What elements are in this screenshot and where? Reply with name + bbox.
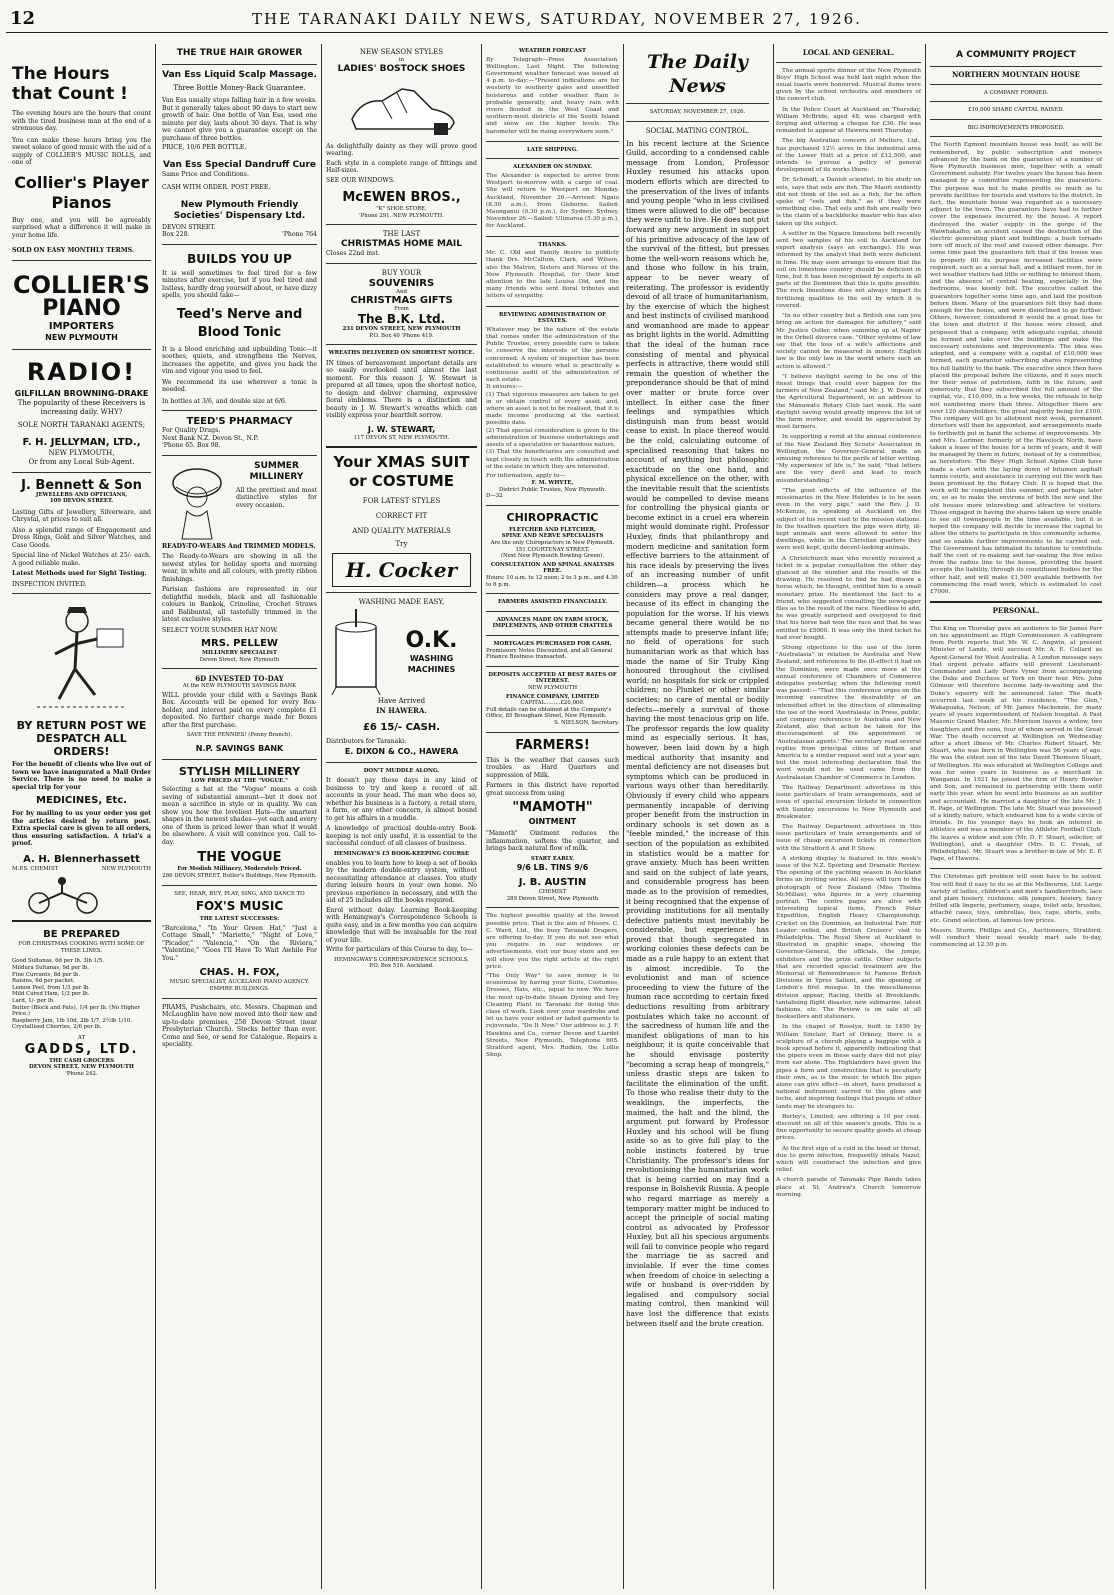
see-windows: SEE OUR WINDOWS.: [326, 176, 395, 184]
dandruff-sub: Same Price and Conditions.: [162, 170, 249, 178]
chas-sub: MUSIC SPECIALIST, AUCKLAND PIANO AGENCY.: [169, 979, 310, 986]
inspection: INSPECTION INVITED.: [12, 580, 87, 588]
bennett-sub: JEWELLERS AND OPTICIANS,: [35, 491, 128, 498]
weather-forecast: WEATHER FORECAST: [518, 48, 587, 54]
thanks-title: THANKS.: [538, 241, 567, 248]
prepared-title: BE PREPARED: [43, 929, 120, 941]
mamoth-body: "Mamoth" Ointment reduces the inflammation, softens the quarter, and brings back natural flow of milk.: [486, 830, 619, 853]
nielson: S. NIELSON, Secretary.: [554, 719, 619, 726]
column-6: [772, 44, 926, 1589]
muddle-body-2: A knowledge of practical double-entry Book-keeping is not only useful, it is essential to the successful conduct of all classes of business.: [326, 825, 477, 848]
invested-sub: At the NEW PLYMOUTH SAVINGS BANK: [182, 683, 297, 690]
forecast-body: By Telegraph—Press Association. Wellington, Last Night. The following Government weather forecast was issued at 4 p.m. to-day:—"Present indications are for westerly to southerly gales and unsettled boisterous and colder weather. Rain is probable generally, and heavy rain with rivers flooded in the West Coast and southern-most districts of the South Island and snow on the higher levels. The barometer will be rising everywhere soon.": [486, 56, 619, 135]
bk-address: 231 DEVON STREET, NEW PLYMOUTH: [342, 325, 461, 332]
info-apply: For information, apply to—: [486, 472, 566, 479]
latest-list: "Barcelona," "In Your Green Hat," "Just a Cottage Small," "Mariette," "Night of Love," "Picador," "Valencia," "On the Riviera," "Valentine," "Goes I'll Have To Wait Awhile For You.": [162, 924, 317, 962]
local-paragraph: "I believe daylight saving to be one of the finest things that could ever happen for the farmers of New Zealand," said Mr. J. W. Deem of the Agricultural Department, in an address to the Manawatu Rotary Club last week. He said daylight saving would greatly improve the lot of the farm worker, and would be appreciated by most farmers.: [776, 373, 921, 431]
consultation: CONSULTATION AND SPINAL ANALYSIS FREE.: [490, 561, 615, 575]
tins-price: 9/6 LB. TINS 9/6: [516, 863, 589, 873]
the-last: THE LAST: [382, 230, 421, 239]
muddle-body: It doesn't pay these days in any kind of business to try and keep a record of all accounts in your head. The man who does so, whether his business is a factory, a retail store, a farm, or any other concern, is almost bound to get his affairs in a muddle.: [326, 777, 477, 822]
prepared-sub: FOR CHRISTMAS COOKING WITH SOME OF THESE LINES.: [18, 941, 145, 954]
souvenirs: SOUVENIRS: [368, 277, 435, 289]
messenger-boy-illustration: [27, 599, 137, 719]
np-savings-bank: N.P. SAVINGS BANK: [195, 743, 284, 753]
local-general: LOCAL AND GENERAL.: [802, 48, 895, 57]
personal-heading: PERSONAL.: [992, 606, 1040, 616]
mortgages: MORTGAGES PURCHASED FOR CASH.: [493, 641, 612, 648]
finance-company: FINANCE COMPANY, LIMITED: [506, 693, 599, 700]
in-hawera: IN HAWERA.: [376, 706, 427, 716]
hemingway-body: enables you to learn how to keep a set of books by the modern double-entry system, without necessitating attendance at classes. You study during leisure hours in your own home. No previous experience in necessary, and with the aid of 25 includes all the books required.: [326, 859, 477, 905]
masthead: [6, 6, 1108, 33]
rtw-body: The Ready-to-Wears are showing in all the newest styles for holiday sports and morning wear, in white and all colours, with pretty ribbon finishings.: [162, 553, 317, 583]
local-paragraph: In supporting a remit at the annual conference of the New Zealand Boy Scouts' Association in Wellington, the Governor-General made an amusing reference to the perils of letter writing. "My experience of life is," he said, "that letters are the very devil and lead to much misunderstanding.": [776, 434, 921, 484]
xmas-suit: Your XMAS SUIT or COSTUME: [333, 453, 470, 491]
reviewing-title: REVIEWING ADMINISTRATION OF ESTATES.: [498, 311, 606, 325]
ok-title: O.K.: [405, 628, 458, 654]
summer-millinery: SUMMER MILLINERY: [249, 460, 304, 482]
local-paragraph: A striking display is featured in this week's issue of the N.Z. Sporting and Dramatic Review. The opening of the yachting season in Auckland forms an inviting series. All eyes will turn to the photograph of New Zealand (Miss Thelma McMillan), who figures in a very charming portrait. The centre pages are alive with interesting topical items, French Polar Expedition, English Heavy Championship, Cricket on the Dominion, an Industrial Fair, Riff Leader exiled, and British Cruisers' visit to Philadelphia. The Royal Show at Auckland is illustrated in graphic snaps, showing the Governor-General, the officials, the jumps, exhibitors and the prize cattle. Other subjects that are recorded special treatment are the Memorial of Remembrance to Famous British Divisions in Ypres Salient, and the opening of London's first mosque. In the miscellaneous division appear, Racing, thrills at Brooklands, tantalising flight disaster, new submarine, latest fashions, etc. The Review is on sale at all booksellers and stationers.: [776, 855, 921, 1021]
latest-successes: THE LATEST SUCCESSES:: [199, 916, 280, 923]
local-paragraph: Dr. Schmidt, a Danish scientist, in his study on eels, says that eels are fish. The Maori evidently did not think of the eel as a fish, for he often spoke of "eels and fish," as if they were something else. That eels and fish are really two is the claim of a backblocks master who has also taken up the subject.: [776, 177, 921, 227]
builds-you-up: BUILDS YOU UP: [187, 251, 292, 266]
prepared-item: Raspberry Jam, 1lb 10d, 2lb 1/7, 2½lb 1/10.: [12, 1017, 132, 1024]
prepared-item: Mildura Sultanas, 9d per lb.: [12, 965, 89, 972]
bennett-title: J. Bennett & Son: [21, 477, 142, 493]
local-paragraph: The big Australian concern of Metters, Ltd., has purchased 12½ acres in the industrial area of the Lower Hutt at a price of £12,500, and intends to pursue a policy of general development of its works there.: [776, 138, 921, 174]
save-pennies: SAVE THE PENNIES! (Penny Branch).: [186, 732, 293, 739]
friendly-address: DEVON STREET.: [162, 223, 216, 231]
masthead-title: THE TARANAKI DAILY NEWS, SATURDAY, NOVEMBER 27, 1926.: [252, 10, 862, 28]
chiropractic: CHIROPRACTIC: [506, 510, 599, 524]
piano-word: PIANO: [42, 295, 121, 321]
column-2: [158, 44, 322, 1589]
hemingway-box: P.O. Box 516. Auckland.: [369, 963, 434, 970]
improvements: BIG IMPROVEMENTS PROPOSED.: [967, 124, 1065, 131]
washing-machines: WASHING MACHINES: [407, 654, 456, 675]
k-shoe-store: "K" SHOE STORE,: [376, 206, 427, 213]
washing-easy: WASHING MADE EASY,: [358, 598, 445, 607]
closes: Closes 22nd inst.: [326, 250, 380, 258]
latest-styles: FOR LATEST STYLES: [362, 497, 441, 506]
finance-capital: CAPITAL.........£20,000.: [520, 700, 585, 707]
importers: IMPORTERS: [48, 320, 115, 332]
chemist-name: A. H. Blennerhassett: [23, 853, 140, 865]
medicines: MEDICINES, Etc.: [36, 795, 127, 807]
local-paragraph: The annual sports dinner of the New Plymouth Boys' High School was held last night when the usual toasts were honoured. Musical items were given by the school orchestra and members of the concert club.: [776, 67, 921, 103]
teds-pharmacy: TEED'S PHARMACY: [186, 416, 293, 427]
christmas-mail: CHRISTMAS HOME MAIL: [341, 239, 462, 250]
return-body: For the benefit of clients who live out of town we have inaugurated a Mail Order Service. There is no need to make a special trip for your: [12, 761, 151, 791]
chemist-sub: M.P.S. CHEMIST: [12, 865, 59, 872]
local-paragraph: In the chapel of Rosslyn, built in 1450 by William Sinclair, Earl of Orkney, there is a sculpture of a cherub playing a bagpipe with a book spread before it, apparently indicating that the pipers even in these early days did not play from ear alone. The Highlanders have given the pipes a form and construction that is peculiarly their own, as is the music to which the pipes alone can give effect—in short, have produced a national instrument sacred to the glens and lochs, and inspiring feelings that people of other lands may be strangers to.: [776, 1024, 921, 1110]
promissory: Promissory Notes Discounted, and all General Finance Business transacted.: [486, 647, 613, 661]
fletcher-address-2: (Next New Plymouth Bowling Green).: [500, 553, 605, 560]
local-paragraph: "In no other country but a British one can you bring an action for damages for adultery," said Mr. Justice Ostler, when summing up at Napier in the Orbell divorce case. "Other systems of law say that the loss of a wife's affections and society cannot be measured in money. English law is the only law in the world where such an action is allowed.": [776, 313, 921, 370]
pellew-sub: MILLINERY SPECIALIST: [202, 650, 277, 656]
shipping-body: The Alexander is expected to arrive from Westport to-morrow with a cargo of coal. She will return to Westport on Monday. Auckland, November 26.—Arrived: Ngaio (8.30 a.m.), from Gisborne. Sailed: Maunganui (9.30 p.m.), for Sydney. Sydney, November 26.—Sailed: Ulimaroa (5.30 p.m.), for Auckland.: [486, 173, 619, 230]
from-word: From: [394, 306, 409, 313]
lady-hat-illustration: [162, 461, 232, 541]
quality-materials: AND QUALITY MATERIALS: [352, 527, 451, 536]
prepared-item: Raisins, 6d per packet.: [12, 978, 75, 985]
deposits: DEPOSITS ACCEPTED AT BEST RATES OF INTEREST.: [488, 671, 617, 685]
prepared-item: Good Sultanas, 6d per lb. 3lb 1/5.: [12, 958, 104, 965]
mamoth: "MAMOTH": [512, 800, 593, 816]
whyte-sub: District Public Trustee, New Plymouth.: [498, 486, 607, 493]
at-word: AT: [77, 1035, 86, 1041]
local-paragraph: Strong objections to the use of the term "Australasia" in relation to Australia and New Zealand, and references to the ill-effect it had on the Dominion, were made once more at the annual conference of Chambers of Commerce delegates yesterday, when the following remit was passed:—"That this conference urges on the incoming executive the desirability of an intensified effort in the direction of eliminating the use of the word 'Australasia' in Press, public, and company references to Australia and New Zealand, also that action be taken for the discouragement of the appointment of 'Australasian agents.' The secretary read several replies from principal cities of Britain and America to a similar request sent out a year ago, but the most interesting declaration that the word would not be used came from the Australasian Chamber of Commerce in London.: [776, 645, 921, 781]
each-style: Each style in a complete range of fittings and Half-sizes.: [326, 159, 477, 175]
rtw-body-2: Parisian fashions are represented in our delightful models, black and all fashionable colours in Bankok, Crinoline, Crochet Straws and Balibuntal, all tastefully trimmed in the latest exclusive styles.: [162, 586, 317, 623]
cyclist-illustration: [17, 875, 147, 915]
stylish-body: Selecting a hat at the "Vogue" means a cosh saving of substantial amount—but it does not mean a sacrifice in style or in quality. We can show you how the loveliest Hats—the smartest shapes in the newest shades—yet each and every one of them is priced lower than what it would be elsewhere. A visit will convince you. Call to-day.: [162, 786, 317, 846]
fletcher-sub: SPINE AND NERVE SPECIALISTS: [501, 533, 604, 540]
editorial-date: SATURDAY, NOVEMBER 27, 1926.: [649, 109, 746, 115]
fletcher-address: 151 COURTENAY STREET.: [515, 546, 590, 553]
washing-machine-illustration: [326, 607, 386, 697]
prepared-list: [12, 958, 151, 1031]
alexander-sunday: ALEXANDER ON SUNDAY.: [513, 164, 592, 171]
distributors: Distributors for Taranaki:: [326, 738, 407, 746]
prepared-item: Mild Cured Ham, 1/3 per lb.: [12, 991, 90, 998]
farmers-assisted: FARMERS ASSISTED FINANCIALLY.: [497, 599, 608, 606]
ensure-2: (2) That special consideration is given to the administration of business undertakings and assets of a speculative or hazardous nature.: [486, 427, 619, 449]
return-post: BY RETURN POST WE DESPATCH ALL ORDERS!: [16, 719, 147, 759]
dandruff-title: Van Ess Special Dandruff Cure: [162, 159, 317, 170]
mcewen-phone: 'Phone 291. NEW PLYMOUTH.: [359, 212, 444, 219]
ointment: OINTMENT: [528, 817, 577, 827]
ensure-1: (1) That vigorous measures are taken to get in or obtain control of every asset, and, where an asset is not to be realised, that it is made income producing at the earliest possible date.: [486, 391, 619, 427]
editorial-headline: SOCIAL MATING CONTROL.: [645, 126, 750, 135]
chas-address: EMPIRE BUILDINGS.: [209, 985, 270, 992]
local-paragraph: In the Police Court at Auckland on Thursday, William McBride, aged 48, was charged with forging and uttering a cheque for £36. He was remanded to appear at Hawera next Thursday.: [776, 106, 921, 135]
ok-price: £6 15/- CASH.: [362, 722, 441, 734]
austin-sub: CHEMIST: [538, 889, 567, 896]
finance-particulars: Full details can be obtained at the Company's Office, 85 Brougham Street, New Plymouth.: [486, 706, 612, 720]
reviewing-body: Whatever may be the nature of the estate that comes under the administration of the Public Trustee, every possible care is taken to conserve the interests of the persons concerned. A system of inspection has been established to ensure what is practically a continuous audit of the administration of each estate.: [486, 326, 619, 384]
column-4: [482, 44, 624, 1589]
bk-box: P.O. Box 40 'Phone 419.: [369, 332, 434, 339]
medicines-body: For by mailing to us your order you get the articles desired by return post. Extra special care is given to all orders, thus ensuring satisfaction. A trial's a proof.: [12, 810, 151, 848]
jellyman-location: NEW PLYMOUTH,: [48, 448, 115, 457]
guarantee: Three Bottle Money-Back Guarantee.: [173, 84, 306, 92]
friendly-societies: New Plymouth Friendly Societies' Dispensary Ltd.: [173, 199, 306, 221]
terms: SOLD ON EASY MONTHLY TERMS.: [12, 247, 135, 254]
cash-with-order: CASH WITH ORDER. POST FREE.: [162, 184, 271, 191]
farmers-body: This is the weather that causes such troubles as Hard Quarters and suppression of Milk.: [486, 756, 619, 779]
sub-agent: Or from any Local Sub-Agent.: [28, 457, 135, 466]
invested-body: WILL provide your child with a Savings Bank Box. Accounts will be opened for every Box-holder, and interest paid on every complete £1 deposited. No further charge made for Boxes after the first purchase.: [162, 691, 317, 729]
dixon-co: E. DIXON & CO., HAWERA: [344, 746, 459, 756]
deposits-location: NEW PLYMOUTH: [527, 684, 578, 691]
have-arrived: Have Arrived: [377, 697, 426, 706]
invested-title: 6D INVESTED TO-DAY: [195, 674, 284, 684]
try-word: Try: [395, 540, 408, 549]
hemingway-schools: HEMINGWAY'S CORRESPONDENCE SCHOOLS,: [334, 956, 469, 963]
the-vogue: THE VOGUE: [197, 850, 282, 866]
column-1: [8, 44, 156, 1589]
teds-body: It is a blood enriching and upbuilding Tonic—it soothes, quiets, and strengthens the Nerves, increases the appetite, and gives you back the vim and vigour you used to feel.: [162, 345, 317, 375]
sole-agents: SOLE NORTH TARANAKI AGENTS;: [17, 420, 146, 429]
hours-body-2: You can make these hours bring you the sweet solace of good music with the aid of a supply of COLLIER'S MUSIC ROLLS, and one of: [12, 136, 151, 166]
bennett-body-3: Special line of Nickel Watches at 25/- each. A good reliable make.: [12, 552, 151, 567]
player-title: Collier's Player Pianos: [14, 172, 149, 212]
radio-body: The popularity of these Receivers is increasing daily. WHY?: [17, 398, 146, 416]
column-5: [622, 44, 774, 1589]
local-paragraph: A Christchurch man who recently received a ticket in a popular consultation the other day glanced at the number and the results of the drawing. He resolved to find he had drawn a horse which, he thought, entitled him to a small monetary prize. He mentioned the fact to a friend, who suggested consulting the newspaper files as to the result of the race. Needless to add, he was greatly surprised and overjoyed to find that his horse had won the race and that he was entitled to £5000. It was only the third ticket he had ever bought.: [776, 555, 921, 641]
hours-body: The evening hours are the hours that count with the tired business man at the end of a strenuous day.: [12, 110, 151, 132]
farmers-title: FARMERS!: [515, 737, 590, 753]
whyte-ref: D—32: [486, 493, 503, 500]
local-paragraph: "The good effects of the influence of the missionaries in the New Hebrides is to be seen even in the very pigs," said the Rev. J. D. McKenzie, in speaking at Auckland on the subject of his recent visit to the mission stations. In the heathen quarters the pigs were dirty, ill-kept animals and were allowed to enter the dwellings, while in the Christian quarters they were well kept, quite decent-looking animals.: [776, 487, 921, 552]
cocker-logo: [332, 553, 471, 587]
prepared-item: Crystallised Cherries, 2/6 per lb.: [12, 1024, 102, 1031]
start-early: START EARLY.: [530, 855, 575, 862]
foxs-music: FOX'S MUSIC: [195, 899, 284, 914]
pellew-address: Devon Street, New Plymouth: [199, 656, 280, 663]
ward-notice: The highest possible quality at the lowest possible price. That is the aim of Messrs. C. C. Ward, Ltd., the busy Taranaki Drapers, are offering to-day. If you do not see what you require in our windows or advertisements, visit our busy store and we will show you the right article at the right price.: [486, 913, 619, 970]
prepared-item: Lemon Peel, from 1/3 per lb.: [12, 984, 91, 991]
hemingway-course: HEMINGWAY'S £5 BOOK-KEEPING COURSE: [333, 850, 470, 857]
wreaths-body: IN times of bereavement important details are so easily overlooked until almost the last moment. For this reason J. W. Stewart is prepared at all times, upon the shortest notice, to design and deliver charming, expressive floral emblems. There is a distinction and beauty in J. W. Stewart's wreaths which can visibly express your heartfelt sorrow.: [326, 359, 477, 420]
ensures: It ensures:—: [486, 384, 524, 391]
radio-title: RADIO!: [26, 357, 137, 386]
chas-fox: CHAS. H. FOX,: [199, 967, 280, 979]
northern-house: NORTHERN MOUNTAIN HOUSE: [952, 70, 1080, 79]
bk-ltd: The B.K. Ltd.: [357, 311, 446, 326]
player-body: Buy one, and you will be agreeably surprised what a difference it will make in your home life.: [12, 216, 151, 239]
cocker-name: H. Cocker: [345, 558, 458, 583]
austin-address: 289 Devon Street, New Plymouth: [506, 895, 599, 902]
capital-raised: £10,000 SHARE CAPITAL RAISED.: [968, 107, 1064, 114]
prams-notice: PRAMS, Pushchairs, etc. Messrs. Chapman and McLaughlin have now moved into their new and up-to-date premises, 258 Devon Street (near Presbyterian Church). Stocks better than ever. Come and See, or send for Catalogue. Repairs a speciality.: [162, 1003, 317, 1049]
see-hear: SEE, HEAR, BUY, PLAY, SING, AND DANCE TO: [174, 890, 305, 897]
buy-your: BUY YOUR: [381, 268, 422, 277]
christmas-gift-notice: The Christmas gift problem will soon have to be solved. You will find it easy to do so at the Melbourne, Ltd. Large variety of ladies, children's and men's handkerchiefs, lace and plain hosiery, cushions, silk jumpers, hosiery, fancy frilled silk lingerie, perfumery, soaps, toilet sets, brushes, attaché cases, toys, umbrellas, ties, caps, shirts, suits, etc. Grand selection, at famous low prices.: [930, 874, 1102, 924]
select-hat: SELECT YOUR SUMMER HAT NOW.: [162, 626, 278, 634]
whyte-name: F. M. WHYTE,: [531, 480, 574, 487]
local-paragraph: The Railway Department advertises in this issue particulars of train arrangements and of issue of cheap excursion tickets in connection with the Stratford A. and P. Show.: [776, 823, 921, 852]
colliers-location: NEW PLYMOUTH: [45, 332, 118, 342]
bennett-body-4: Latest Methods used for Sight Testing.: [12, 570, 147, 578]
editorial-body: In his recent lecture at the Science Guild, according to a condensed cable message from London, Professor Huxley resumed his attacks upon modern efforts which are directed to the preservation of the lives of infants and young people "who in less civilised times were allowed to die off" because they were unfit to live. He does not put forward any new argument in support of his primitive advocacy of the law of the survival of the fittest, but presses home the well-worn reasons which he, and those who follow in his train, appear to be never weary of reiterating. The professor is evidently devoid of all trace of humanitarianism, by the exercise of which the highest and best instincts of civilised manhood and womanhood are made to appear as bright lights in the world. Admitting that the ideal of the human race consisting of mental and physical perfects is attractive, there would still remain the question of whether the preponderance should be that of mind over matter or brute force over intellect. In either case the finer feelings and sympathies which distinguish man from beast would cease to exist. In place thereof would be the cold, calculating outcome of specialised reasoning that takes no account of anything but philosophic exactitude on the one hand, and physical excellence on the other, with the inevitable result that the scientists would be compelled to devise means for controlling the physical giants or become extinct in a cruel era wherein might would dominate right. Professor Huxley, finds that philanthropy and modern medicine and sanitation form effective barriers to the attainment of his race ideals by preserving the lives of an increasing number of unfit children—a process which he considers may prove a real danger, because of its effect in changing the population for the worse. If his views became general there would be no attempts made to preserve infant life; no field of operations for such humanitarian work as that which has made the name of Sir Truby King honoured throughout the civilised world; no hospitals for sick or crippled children; no Plunket or other similar societies; no care of mental or bodily defects—merely a survival of those having the most tenacious grip on life. The professor regards the low quality mind as especially serious. It has, however, been laid down by a high medical authority that insanity and mental deficiency are not diseases but symptoms which can be produced in various ways other than hereditarily. Obviously if every child who appears permanently incapable of deriving proper benefit from the instruction in ordinary schools is set down as a "feeble minded," the increase of this section of the population as exhibited in statistics would be a matter for grave anxiety. Much has been written and said on the subject of late years, and considerable progress has been made as to the provision of remedies, it being recognised that the expense of providing institutions for all mentally defective patients must inevitably be considerable, but experience has proved that though segregated in working colonies these defects can be made as a rule happy to an extent that is almost incredible. To the evolutionist and man of science proceeding to view the future of the human race according to certain fixed deductions resulting from arbitrary postulates which take no account of the sacredness of human life and the manifest obligations of man to his neighbour, it is quite conceivable that he should envisage posterity "becoming a scrap heap of mongrels," unless drastic steps are taken to facilitate the elimination of the unfit. To those who realise their duty to the weaklings, the imperfects, the maimed, the halt and the blind, the argument put forward by Professor Huxley and his school will be flung aside so as to give full play to the noble instincts fostered by true Christianity. The professor's ideas for revolutionising the humanitarian work that is being carried on may find a response in Bolshevik Russia. A people who regard marriage as merely a temporary matter might be induced to accept the principle of social mating control as advocated by Professor Huxley, but all his specious arguments will fail to convince people who regard the marriage tie as sacred and inviolable. If ever the time comes when freedom of choice in selecting a wife or husband is over-ridden by legalised and compulsory social mating control, then mankind will have lost the difference that exists between itself and the brute creation.: [626, 138, 769, 1328]
jw-stewart: J. W. STEWART,: [367, 424, 436, 434]
builds-body: It is well sometimes to feel tired for a few minutes after exercise, but if you feel tired and listless, hardly drag yourself about, or have dizzy spells, you should take—: [162, 269, 317, 299]
prepared-item: Fine Currants, 8d per lb.: [12, 971, 81, 978]
van-ess-price: PRICE, 10/6 PER BOTTLE.: [162, 144, 247, 151]
teds-tonic: Teed's Nerve and Blood Tonic: [176, 306, 303, 340]
chiro-hours: Hours: 10 a.m. to 12 noon; 2 to 3 p.m., and 4.30 to 6 p.m.: [486, 575, 618, 588]
gadds-sub: THE CASH GROCERS: [49, 1057, 114, 1064]
christmas-gifts: CHRISTMAS GIFTS: [350, 295, 453, 307]
community-project: A COMMUNITY PROJECT: [956, 50, 1076, 60]
bennett-body-1: Lasting Gifts of Jewellery, Silverware, and Chrystal, at prices to suit all.: [12, 508, 151, 524]
column-3: [322, 44, 482, 1589]
fletcher: FLETCHER AND FLETCHER,: [509, 526, 596, 533]
prepared-item: Butter (Block and Pats), 1/4 per lb. (No Higher Price.): [12, 1004, 141, 1018]
gadds-address: DEVON STREET, NEW PLYMOUTH: [29, 1064, 134, 1071]
new-season-styles: NEW SEASON STYLES: [359, 48, 444, 56]
bennett-address: 109 DEVON STREET.: [49, 498, 114, 505]
gadds-phone: 'Phone 242.: [65, 1070, 98, 1077]
gilfillan: GILFILLAN BROWNING-DRAKE: [14, 388, 149, 398]
friendly-box: Box 228.: [162, 231, 190, 238]
stylish-millinery: STYLISH MILLINERY: [178, 764, 301, 778]
pharmacy-address: Next Bank N.Z. Devon St., N.P.: [162, 434, 259, 442]
prepared-item: Lard, 1/- per lb.: [12, 998, 55, 1005]
hours-title: The Hours that Count !: [12, 64, 128, 104]
local-paragraphs: [776, 68, 921, 1175]
hemingway-body-3: Write for particulars of this Course to day, to—: [326, 946, 473, 954]
and-word: And: [396, 288, 407, 295]
shoe-illustration: [342, 79, 462, 139]
hair-grower: THE TRUE HAIR GROWER: [176, 48, 303, 58]
colliers-logo: COLLIER'S: [12, 270, 151, 299]
local-paragraph: A settler in the Ngaere limestone belt recently sent two samples of his soil to Auckland for expert analysis (says an exchange). He was informed by the analyst that both were deficient in lime. He may soon arrange to ensure that the soil on limestone country should be deficient in lime, but it has been recognised by experts in all parts of the Dominion that this is quite possible. The rock limestone does not always impart its fertilising qualities to the soil by which it is covered.: [776, 230, 921, 309]
stylish-sub: LOW PRICED AT THE "VOGUE.": [191, 777, 288, 784]
sturm-notice: Messrs. Sturm, Phillips and Co., Auctioneers, Stratford, will conduct their usual weekly mart sale to-day, commencing at 12.30 p.m.: [930, 927, 1102, 949]
mcewen-bros: McEWEN BROS.,: [342, 190, 461, 206]
stewart-address: 117 DEVON ST, NEW PLYMOUTH.: [353, 434, 450, 441]
pharmacy-sub: For Quality Drugs.: [162, 427, 221, 434]
bostock-shoes: LADIES' BOSTOCK SHOES: [337, 63, 466, 74]
company-formed: A COMPANY FORMED.: [983, 89, 1049, 96]
daily-news-masthead: The Daily News: [647, 51, 748, 97]
van-ess-body: Van Ess usually stops falling hair in a few weeks. But it generally takes about 90 days to start new growth of hair. One bottle of Van Ess, used one minute per day, lasts about 30 days. That is why we cannot give you a guarantee except on the purchase of three bottles.: [162, 97, 317, 142]
teds-bottles: In bottles at 3/6, and double size at 6/6.: [162, 397, 287, 405]
community-body: The North Egmont mountain house was built, as will be remembered, by public subscription and moneys advanced by the bank on the guarantee of a number of New Plymouth business men, together with a small Government subsidy. For twelve years the house has been managed by a committee representing the guarantors. The purpose was not to make profits so much as to provide facilities for tourists and visitors to the district. In fact, the mountain house was regarded as a necessary adjunct to the town. The guarantors have had to further cover the expenses incurred by the house. A report destroyed the water supply in the gorge of the Waiwhakaiho; an accident caused the destruction of the electric generating plant and buildings; a bush tornado tore off much of the roof and caused other damage. For some time past the guarantors felt that if the house was to properly fill its purpose increased facilities were required, such as a social hall, and a billiard room, for in wet weather visitors had little or nothing to interest them, and the absence of central heating, especially in the bedrooms, was keenly felt. The executive called the guarantors together some time ago, and laid the position before them. Many of the guarantors felt they had done enough for the house, and were disinclined to go further. Others, however, considered it would be a great loss to the town and district if the house were closed, and proposed that a company, with adequate capital, should be formed and take over the buildings and make the necessary extensions and improvements. The idea was adopted, and a company with a capital of £10,000 was formed, each guarantor subscribing shares representing his full liability to the bank. The executive since then have placed the proposal before the citizens, and it says much for their sense of patriotism, faith in the future, and generosity that they subscribed the full amount of the capital, viz., £10,000, in a few weeks, the refusals to help not numbering more than three. Altogether there are over 120 shareholders, the great majority being for £100. The company will go to allotment next week, permanent directors will then be appointed, and arrangements made to forthwith put in hand the scheme of improvements. Mr. and Mrs. Lorimer, formerly of the Havelock North, have taken a lease of the house for a term of years, and it will be managed by them in future, instead of by a committee, as heretofore. The Boys' High School Alpine Club have made a start with the laying down of bitumen asphalt tennis courts, and assistance in carrying out the work has been promised by the Rotary Club. It is hoped that the work will be completed this summer, and perhaps later on, so as to make the environs of both the new and the old houses more interesting and attractive to visitors. Those engaged in having the shares taken up were unable to see all townspeople in the time available, but it is hoped the company will decide to increase the capital to allow the others to participate in this community scheme, and so enable further improvements to be carried out. The Government has intimated its intention to contribute half the cost of re-making and tar-sealing the five miles from the radius line to the house, providing the board accepts the liability, through its constituent bodies for the other half, and will make £1,500 available forthwith for commencing the road work, which is estimated to cost £7000.: [930, 142, 1102, 595]
dainty-text: As delightfully dainty as they will prove good wearing.: [326, 142, 477, 158]
advances: ADVANCES MADE ON FARM STOCK, IMPLEMENTS, AND OTHER CHATTELS: [492, 616, 613, 630]
teds-body-2: We recommend its use wherever a tonic is needed.: [162, 378, 317, 393]
personal-body: The King on Thursday gave an audience to Sir James Parr on his appointment as High Commissioner. A cablegram from Perth reports that Mr. W. C. Angwin, at present Minister of Lands, will succeed Mr. A. E. Collard as Agent-General for West Australia. A London message says that urgent private affairs will prevent Lieutenant-Commander and Lady Doris Vyner from accompanying the Duke and Duchess of York on their tour. Mrs. John Gilmour will therefore become lady-in-waiting and the Duke's equerry will be announced later. The death occurred last week at his residence, "The Glen," Wakapuaka, Nelson, of Mr. James Mackenzie, for many years of years superintendent of Nelson hospital. A Past Masonic Grand Master, Mr. Morrison leaves a widow, two daughters and five sons, four of whom served in the Great War. The death occurred at Wellington on Wednesday after a short illness of Mr. Charles Robert Stuart. Mr. Stuart, who was born in Wellington was 56 years of age. He was the eldest son of the late David Thomson Stuart, of Wellington. He was educated at Wellington College and was for some years in business as a merchant in Wanganui. In 1921 he joined the firm of Henry Bowler and Son, and remained in partnership with them until early this year, when he went into business as an auditor and accountant. He married a daughter of the late Mr. J. R. Page, of Wellington. The late Mr. Stuart was possessed of a kindly nature, which endeared him to a wide circle of friends. In his younger days he took an interest in athletics and was a member of the Athletic Football Club. He leaves a widow and son (Mr. D. F. Stuart, solicitor, of Wellington), and a daughter (Mrs. D. C. Freak, of Philadelphia). Mr. Stuart was a brother-in-law of Mr. E. P. Page, of Hawera.: [930, 625, 1102, 863]
pipe-bands: A church parade of Taranaki Pipe Bands takes place at St. Andrew's Church tomorrow morning.: [776, 1177, 921, 1198]
local-paragraph: Berley's, Limited, are offering a 10 per cent. discount on all of this season's goods. This is a fine opportunity to secure quality goods at cheap prices.: [776, 1113, 921, 1142]
van-ess-title: Van Ess Liquid Scalp Massage.: [162, 70, 317, 80]
fletcher-body: Are the only Chiropractors in New Plymouth.: [490, 540, 615, 547]
farmers-body-2: Farmers in this district have reported great success from using: [486, 782, 619, 797]
late-shipping: LATE SHIPPING.: [526, 146, 579, 153]
summer-body: All the prettiest and most distinctive styles for every occasion.: [236, 486, 317, 509]
chemist-location: NEW PLYMOUTH: [101, 865, 151, 872]
friendly-phone: 'Phone 764: [282, 231, 317, 238]
hawkins-notice: "The Only Way" to save money is to economise by having your Suits, Costumes, Dresses, Hats, etc., equal to new. We have the most up-to-date Steam Dyeing and Dry Cleaning Plant in Taranaki for doing this class of work. Look over your wardrobe and let us have your soiled or faded garments to rejuvenate. "Do It Now." Our address is: J. F. Hawkins and Co., corner Devon and Liardet Streets, New Plymouth. Telephone 605. Stratford agent, Mrs. Rudkin, the Lollie Shop.: [486, 972, 619, 1059]
vogue-sub: For Modish Millinery, Moderately Priced.: [177, 866, 302, 873]
hemingway-body-2: Enrol without delay. Learning Book-keeping with Hemingway's Correspondence Schools is quite easy, and in a few months you can acquire knowledge that will be invaluable for the rest of your life.: [326, 906, 477, 944]
gadds-title: GADDS, LTD.: [24, 1041, 139, 1057]
in-word: in: [398, 57, 405, 63]
jellyman: F. H. JELLYMAN, LTD.,: [22, 436, 141, 448]
correct-fit: CORRECT FIT: [375, 512, 428, 521]
ready-to-wears: READY-TO-WEARS And TRIMMED MODELS.: [162, 542, 316, 550]
pharmacy-phone: 'Phone 65. Box 98.: [162, 442, 221, 449]
page-number: 12: [10, 8, 36, 29]
dont-muddle: DON'T MUDDLE ALONG.: [363, 767, 440, 774]
local-paragraph: At the first sign of a cold in the head or throat, due to germ infection, frequently inhale Nazol, which will counteract the infection and give relief.: [776, 1145, 921, 1174]
thanks-body: Mr. C. Old and Family desire to publicly thank Drs. McCallum, Clark, and Wilson, also the Matron, Sisters and Nurses of the New Plymouth Hospital, for their kind attention to the late Louisa Old, and the many friends who sent floral tributes and letters of sympathy.: [486, 250, 619, 300]
wreaths-title: WREATHS DELIVERED ON SHORTEST NOTICE.: [328, 350, 475, 357]
local-paragraph: The Railway Department advertises in this issue particulars of train arrangements, and of issue of special excursion tickets in connection with Sunday excursions to New Plymouth and Breakwater.: [776, 784, 921, 820]
column-7: [926, 44, 1106, 1589]
jb-austin: J. B. AUSTIN: [518, 877, 587, 889]
vogue-address: 286 DEVON STREET, Butler's Buildings, New Plymouth.: [162, 873, 317, 880]
bennett-body-2: Also a splendid range of Engagement and Dress Rings, Gold and Silver Watches, and Case Goods.: [12, 526, 151, 549]
ensure-3: (3) That the beneficiaries are consulted and kept closely in touch with the administration of the estate in which they are interested.: [486, 449, 619, 470]
mrs-pellew: MRS. PELLEW: [201, 638, 278, 649]
